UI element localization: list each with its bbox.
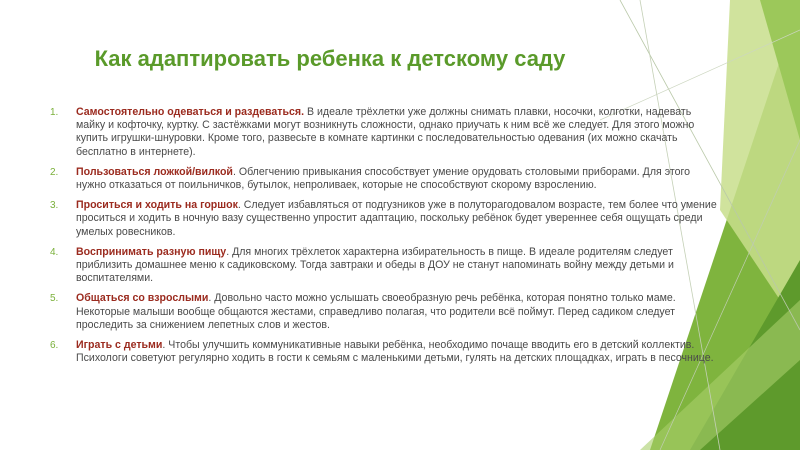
- list-item: [50, 292, 718, 332]
- list-item: [50, 339, 718, 365]
- item-number: 6.: [50, 340, 59, 352]
- item-lead: Играть с детьми: [76, 339, 163, 352]
- item-text: . Довольно часто можно услышать своеобразную речь ребёнка, которая понятно только маме. Некоторые малыши вообще общаются жестами, справедливо полагая, что родители всё поймут. Перед садиком следует проследить за снижением лепетных слов и жестов.: [76, 292, 676, 331]
- advice-list: [50, 106, 718, 372]
- list-item: [50, 199, 718, 239]
- item-text: . Облегчению привыкания способствует умение орудовать столовыми приборами. Для этого нужно отказаться от поильничков, бутылок, непроливаек, которые не способствуют скорому взрослению.: [76, 165, 691, 192]
- item-lead: Пользоваться ложкой/вилкой: [76, 165, 233, 178]
- list-item: [50, 246, 718, 286]
- slide-title: Как адаптировать ребенка к детскому саду: [94, 46, 566, 71]
- item-text: . Следует избавляться от подгузников уже в полуторагодовалом возрасте, тем более что умение проситься и ходить в ночную вазу существенно упростит адаптацию, поскольку ребёнок будет увереннее себя ощущать среди умелых ровесников.: [76, 199, 717, 238]
- item-text: В идеале трёхлетки уже должны снимать плавки, носочки, колготки, надевать майку и кофточку, куртку. С застёжками могут возникнуть сложности, однако приучать к ним всё же следует. Для этого можно купить игрушки-шнуровки. Кроме того, развесьте в комнате картинки с последовательностью одевания (их можно скачать бесплатно в интернете).: [76, 106, 695, 158]
- item-number: 2.: [50, 166, 59, 178]
- item-number: 4.: [50, 246, 59, 258]
- item-text: . Чтобы улучшить коммуникативные навыки ребёнка, необходимо почаще вводить его в детский коллектив. Психологи советуют регулярно ходить в гости к семьям с маленькими детьми, гулять на детских площадках, играть в песочнице.: [76, 339, 714, 365]
- list-item: [50, 166, 718, 192]
- item-text: . Для многих трёхлеток характерна избирательность в пище. В идеале родителям следует приблизить домашнее меню к садиковскому. Тогда завтраки и обеды в ДОУ не станут напоминать войну между детьми и воспитателями.: [76, 245, 674, 285]
- item-number: 3.: [50, 200, 59, 212]
- item-number: 1.: [50, 107, 59, 118]
- item-lead: Воспринимать разную пищу: [76, 245, 227, 258]
- item-lead: Общаться со взрослыми: [76, 292, 209, 305]
- item-lead: Самостоятельно одеваться и раздеваться.: [76, 106, 305, 118]
- item-lead: Проситься и ходить на горшок: [76, 199, 238, 212]
- list-item: [50, 106, 718, 159]
- item-number: 5.: [50, 293, 59, 305]
